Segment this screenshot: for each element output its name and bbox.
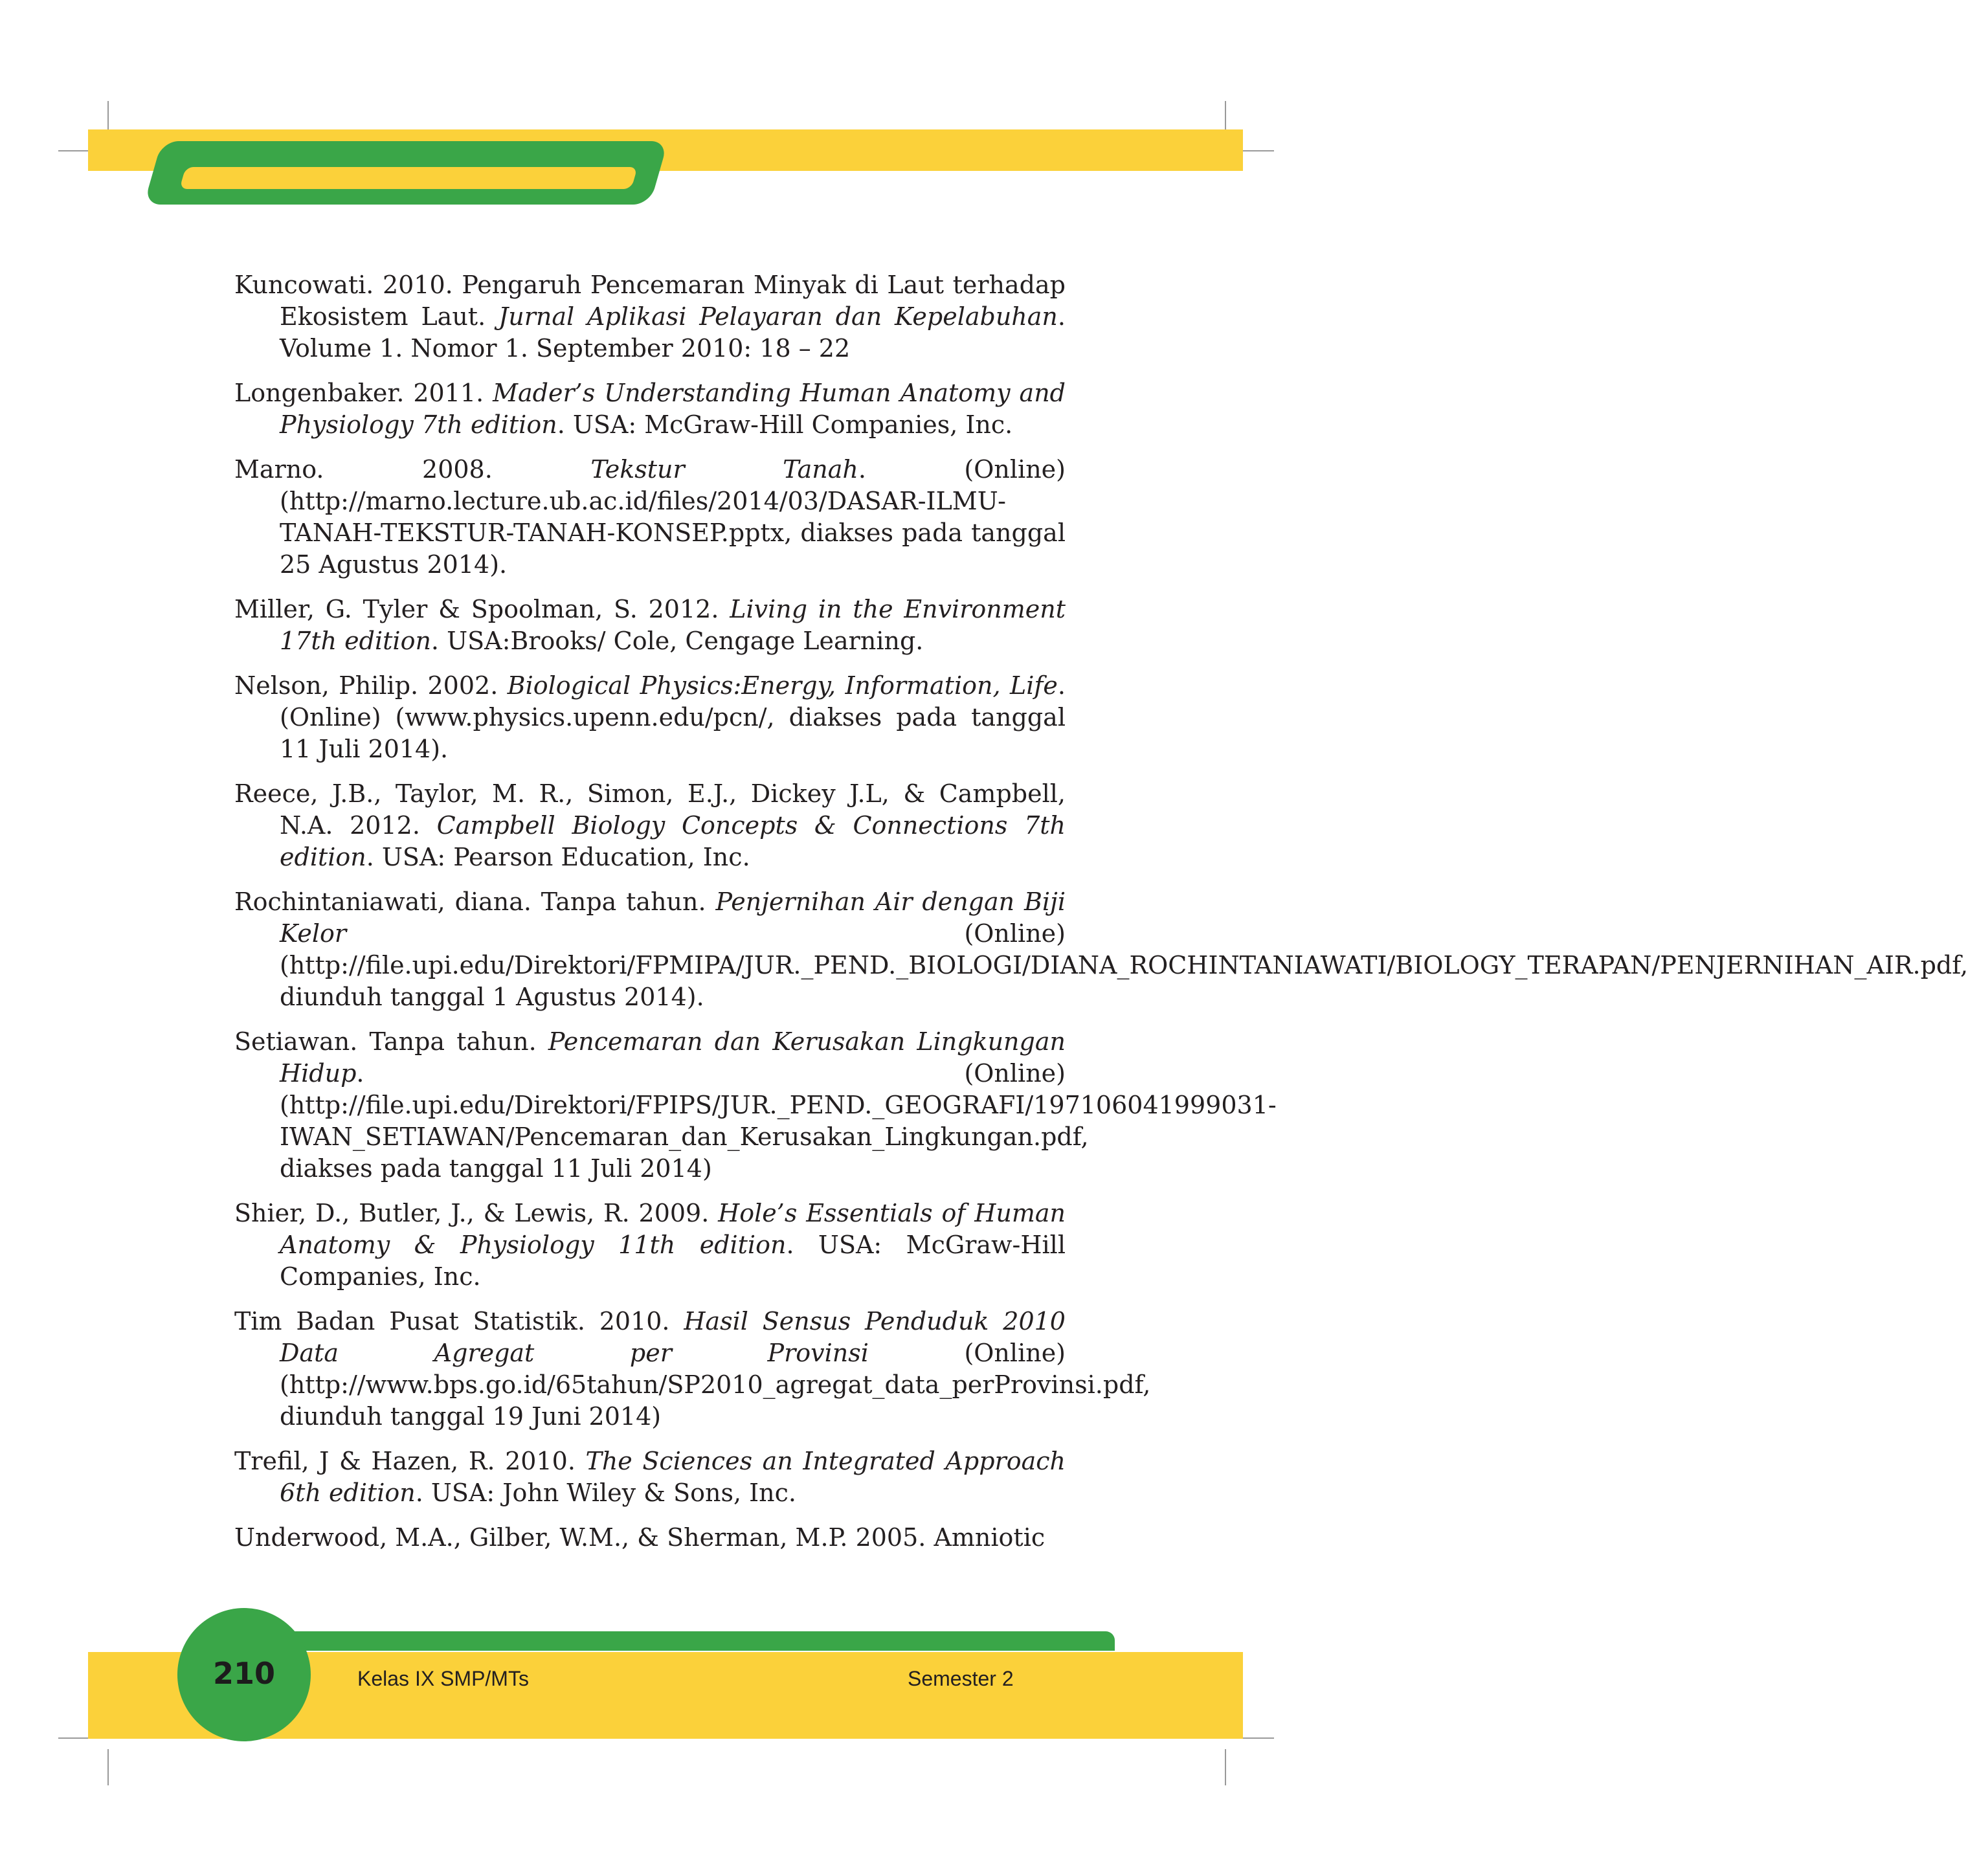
- reference-title: Jurnal Aplikasi Pelayaran dan Kepelabuhan: [498, 302, 1058, 331]
- reference-entry: [234, 670, 1066, 765]
- page-number: 210: [212, 1656, 276, 1691]
- reference-entry: [234, 1198, 1066, 1293]
- reference-entry: [234, 594, 1066, 657]
- reference-text: Reece, J.B., Taylor, M. R., Simon, E.J., Dickey J.L, & Campbell, N.A. 2012.: [234, 779, 1066, 840]
- reference-text: Underwood, M.A., Gilber, W.M., & Sherman, M.P. 2005. Amniotic: [234, 1523, 1046, 1552]
- reference-title: Hasil Sensus Penduduk 2010 Data Agregat per Provinsi: [280, 1307, 1066, 1367]
- reference-text: . USA:Brooks/ Cole, Cengage Learning.: [430, 627, 924, 655]
- reference-title: Tekstur Tanah: [590, 455, 858, 484]
- reference-text: Trefil, J & Hazen, R. 2010.: [234, 1447, 586, 1475]
- reference-text: Miller, G. Tyler & Spoolman, S. 2012.: [234, 595, 730, 623]
- reference-text: . Volume 1. Nomor 1. September 2010: 18 – 22: [280, 302, 1066, 363]
- reference-title: Hole’s Essentials of Human Anatomy & Physiology 11th edition: [280, 1199, 1066, 1259]
- reference-entry: [234, 778, 1066, 873]
- reference-entry: [234, 1026, 1277, 1185]
- crop-mark: [1238, 1737, 1274, 1739]
- reference-title: Penjernihan Air dengan Biji Kelor: [280, 888, 1066, 948]
- reference-entry: [234, 377, 1066, 441]
- crop-mark: [107, 1749, 109, 1785]
- header-tab-highlight: [179, 167, 638, 189]
- book-title: Kelas IX SMP/MTs: [357, 1667, 529, 1690]
- reference-text: Tim Badan Pusat Statistik. 2010.: [234, 1307, 684, 1335]
- semester-label: Semester 2: [908, 1667, 1014, 1690]
- reference-text: (Online) (http://file.upi.edu/Direktori/FPMIPA/JUR._PEND._BIOLOGI/DIANA_ROCHINTANIAWATI/BIOLOGY_TERAPAN/PENJERNIHAN_AIR.pdf, diunduh tanggal 1 Agustus 2014).: [280, 919, 1968, 1011]
- reference-entry: [234, 1446, 1066, 1509]
- reference-text: . USA: McGraw-Hill Companies, Inc.: [557, 410, 1013, 439]
- reference-text: Rochintaniawati, diana. Tanpa tahun.: [234, 888, 716, 916]
- reference-title: Biological Physics:Energy, Information, Life: [507, 671, 1058, 700]
- reference-text: . USA: Pearson Education, Inc.: [366, 843, 750, 871]
- reference-entry: [234, 1522, 1066, 1554]
- reference-title: Mader’s Understanding Human Anatomy and Physiology 7th edition: [280, 379, 1066, 439]
- footer-green-bar: [272, 1631, 1115, 1651]
- reference-text: Shier, D., Butler, J., & Lewis, R. 2009.: [234, 1199, 719, 1227]
- reference-title: The Sciences an Integrated Approach 6th edition: [280, 1447, 1066, 1507]
- reference-text: . USA: McGraw-Hill Companies, Inc.: [280, 1231, 1066, 1291]
- reference-text: . USA: John Wiley & Sons, Inc.: [415, 1479, 796, 1507]
- reference-title: Living in the Environment 17th edition: [280, 595, 1066, 655]
- reference-title: Pencemaran dan Kerusakan Lingkungan Hidup: [280, 1027, 1066, 1088]
- reference-text: Kuncowati. 2010. Pengaruh Pencemaran Minyak di Laut terhadap Ekosistem Laut.: [234, 271, 1066, 331]
- crop-mark: [1225, 1749, 1226, 1785]
- reference-text: Setiawan. Tanpa tahun.: [234, 1027, 548, 1056]
- reference-text: Longenbaker. 2011.: [234, 379, 493, 407]
- reference-text: Marno. 2008.: [234, 455, 591, 484]
- reference-text: (Online)(http://www.bps.go.id/65tahun/SP2010_agregat_data_perProvinsi.pdf, diunduh tanggal 19 Juni 2014): [280, 1339, 1151, 1431]
- reference-text: Nelson, Philip. 2002.: [234, 671, 508, 700]
- reference-entry: [234, 454, 1066, 581]
- reference-entry: [234, 269, 1066, 364]
- reference-entry: [234, 886, 1968, 1013]
- reference-list: [234, 269, 1968, 1567]
- crop-mark: [1238, 150, 1274, 151]
- reference-text: . (Online)(http://marno.lecture.ub.ac.id/files/2014/03/DASAR-ILMU-TANAH-TEKSTUR-TANAH-KONSEP.pptx, diakses pada tanggal 25 Agustus 2014).: [280, 455, 1066, 579]
- reference-entry: [234, 1306, 1151, 1433]
- reference-title: Campbell Biology Concepts & Connections 7th edition: [280, 811, 1066, 871]
- reference-text: . (Online) (www.physics.upenn.edu/pcn/, diakses pada tanggal 11 Juli 2014).: [280, 671, 1066, 763]
- reference-text: . (Online) (http://file.upi.edu/Direktori/FPIPS/JUR._PEND._GEOGRAFI/197106041999031-IWAN_SETIAWAN/Pencemaran_dan_Kerusakan_Lingkungan.pdf, diakses pada tanggal 11 Juli 2014): [280, 1059, 1277, 1183]
